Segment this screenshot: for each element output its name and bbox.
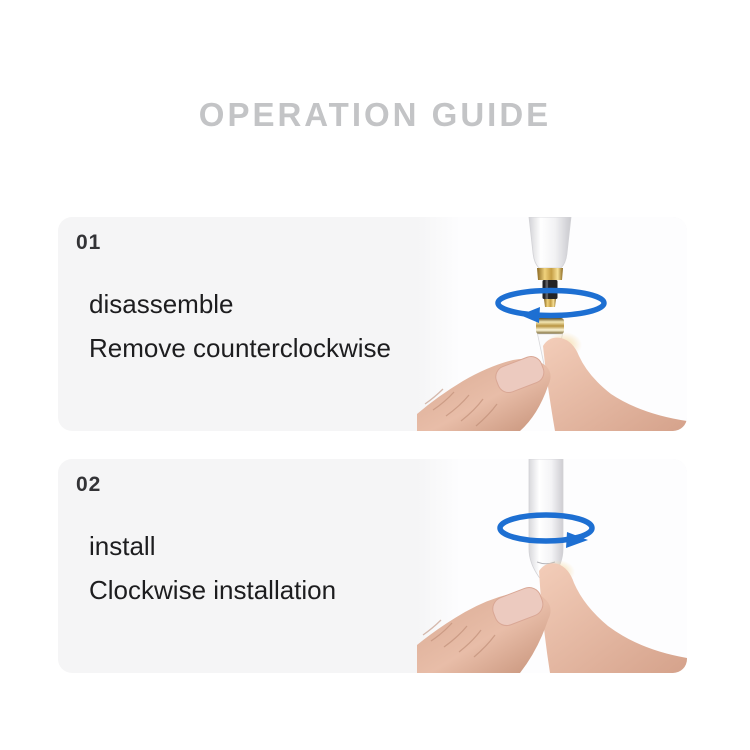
stylus-install-illustration <box>417 459 687 673</box>
step-description: Remove counterclockwise <box>89 333 392 363</box>
step-panel-disassemble <box>58 217 687 431</box>
hand-illustration <box>417 563 687 673</box>
stylus-disassemble-illustration <box>417 217 687 431</box>
step-description: Clockwise installation <box>89 575 337 605</box>
step-heading: install <box>89 531 156 561</box>
stylus-tip-install-photo <box>417 459 687 673</box>
hand-illustration <box>417 338 687 431</box>
step-number: 02 <box>76 473 102 496</box>
index-finger <box>543 338 687 431</box>
step-heading: disassemble <box>89 289 234 319</box>
step-panel-install <box>58 459 687 673</box>
step-number: 01 <box>76 231 102 254</box>
stylus-tip-removal-photo <box>417 217 687 431</box>
page-title: OPERATION GUIDE <box>198 96 552 133</box>
index-finger <box>539 563 687 673</box>
